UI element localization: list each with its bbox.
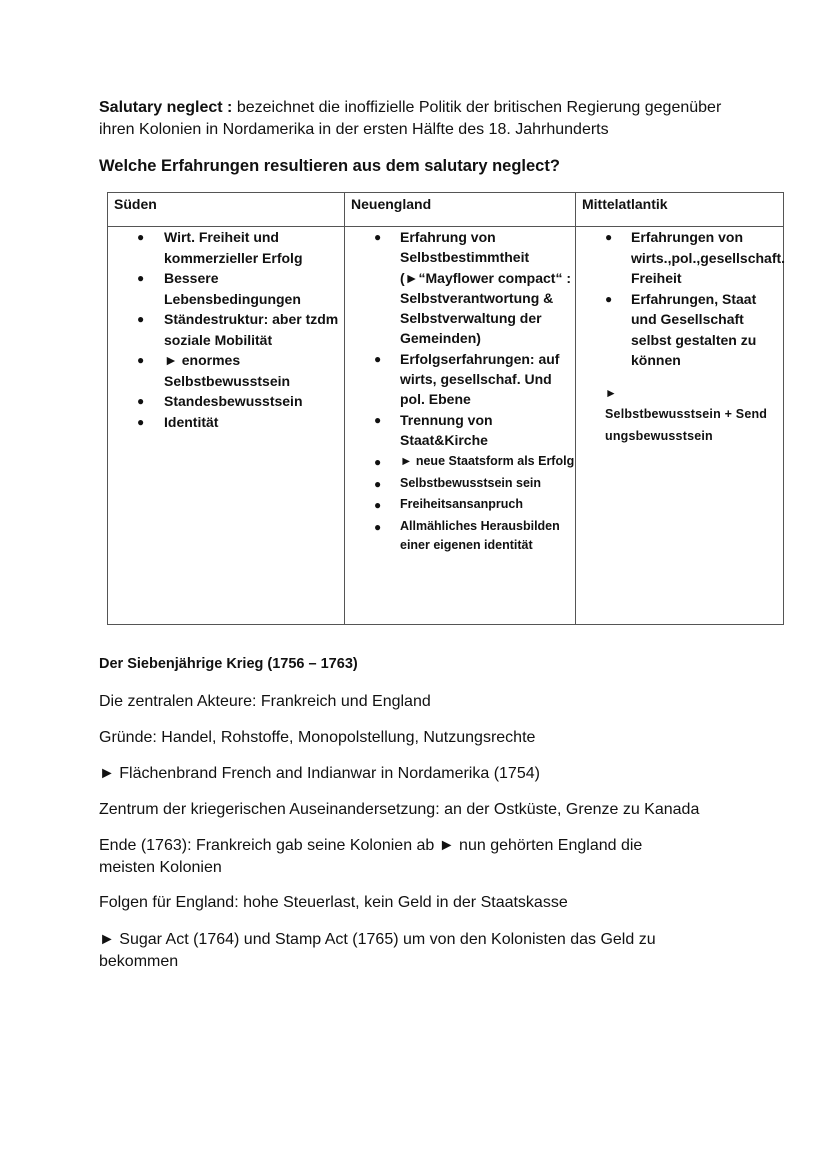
list-item: ● Erfahrungen von wirts.,pol.,gesellschaft. Freiheit bbox=[605, 229, 786, 286]
bullet-icon: ● bbox=[374, 351, 382, 366]
mittelatlantik-conclusion bbox=[576, 371, 783, 447]
list-item: ● Selbstbewusstsein sein bbox=[345, 474, 575, 494]
experience-table bbox=[107, 192, 784, 625]
intro-term: Salutary neglect : bbox=[99, 99, 233, 116]
bullet-icon: ● bbox=[374, 230, 382, 244]
table-body-row bbox=[108, 227, 784, 625]
list-item: ● Erfolgserfahrungen: auf wirts, gesellschaf. Und pol. Ebene bbox=[374, 350, 560, 408]
list-item: ● Standesbewusstsein bbox=[137, 393, 303, 409]
list-item: ● Erfahrung von Selbstbestimmtheit (►“Mayflower compact“ : Selbstverantwortung & Selbstverwaltung der Gemeinden) bbox=[374, 229, 571, 347]
arrow-icon: ► bbox=[605, 385, 618, 400]
list-item: ● Wirt. Freiheit und kommerzieller Erfolg bbox=[137, 229, 303, 266]
paragraph: ► Flächenbrand French and Indianwar in Nordamerika (1754) bbox=[99, 765, 540, 782]
bullet-icon: ● bbox=[137, 230, 145, 244]
list-item: ● Identität bbox=[137, 413, 219, 430]
list-item: ● Freiheitsansanpruch bbox=[345, 495, 575, 515]
header-neuengland: Neuengland bbox=[345, 193, 576, 227]
paragraph: Folgen für England: hohe Steuerlast, kein Geld in der Staatskasse bbox=[99, 894, 568, 911]
list-item: ● ► neue Staatsform als Erfolg bbox=[345, 452, 575, 472]
header-sueden: Süden bbox=[108, 193, 345, 227]
bullet-icon: ● bbox=[137, 271, 145, 285]
bullet-icon: ● bbox=[137, 312, 145, 326]
bullet-icon: ● bbox=[137, 414, 145, 429]
list-item: ● Erfahrungen, Staat und Gesellschaft selbst gestalten zu können bbox=[605, 290, 757, 368]
bullet-icon: ● bbox=[605, 291, 613, 306]
list-neuengland bbox=[345, 227, 575, 556]
list-item: ● Ständestruktur: aber tzdm soziale Mobilität bbox=[137, 311, 339, 348]
list-item: ● ► enormes Selbstbewusstsein bbox=[137, 352, 291, 389]
list-item: ● Allmähliches Herausbilden einer eigenen identität bbox=[374, 518, 560, 553]
paragraph: Die zentralen Akteure: Frankreich und England bbox=[99, 693, 431, 710]
bullet-icon: ● bbox=[374, 498, 382, 513]
list-item: ● Trennung von Staat&Kirche bbox=[374, 411, 493, 448]
paragraph: Zentrum der kriegerischen Auseinandersetzung: an der Ostküste, Grenze zu Kanada bbox=[99, 801, 700, 818]
section-title: Der Siebenjährige Krieg (1756 – 1763) bbox=[99, 656, 358, 672]
conclusion-text: Selbstbewusstsein + Sendungsbewusstsein bbox=[605, 406, 768, 443]
intro-definition: bezeichnet die inoffizielle Politik der britischen Regierung gegenüber ihren Kolonien in Nordamerika in der ersten Hälfte des 18. Jahrhunderts bbox=[99, 99, 722, 138]
bullet-icon: ● bbox=[374, 412, 382, 427]
cell-sueden bbox=[108, 227, 345, 625]
list-item: ● Bessere Lebensbedingungen bbox=[137, 270, 301, 307]
bullet-icon: ● bbox=[374, 476, 382, 491]
paragraph: Ende (1763): Frankreich gab seine Kolonien ab ► nun gehörten England die meisten Kolonien bbox=[99, 837, 643, 876]
bullet-icon: ● bbox=[374, 455, 382, 470]
paragraph: Gründe: Handel, Rohstoffe, Monopolstellung, Nutzungsrechte bbox=[99, 729, 536, 746]
cell-mittelatlantik bbox=[576, 227, 784, 625]
question-heading: Welche Erfahrungen resultieren aus dem salutary neglect? bbox=[99, 157, 560, 175]
table-header-row bbox=[108, 193, 784, 227]
header-mittelatlantik: Mittelatlantik bbox=[576, 193, 784, 227]
bullet-icon: ● bbox=[374, 519, 382, 534]
intro-paragraph bbox=[99, 97, 739, 141]
bullet-icon: ● bbox=[137, 353, 145, 367]
paragraph: ► Sugar Act (1764) und Stamp Act (1765) um von den Kolonisten das Geld zu bekommen bbox=[99, 931, 656, 970]
list-mittelatlantik bbox=[576, 227, 786, 371]
list-sueden bbox=[108, 227, 344, 432]
bullet-icon: ● bbox=[605, 230, 613, 244]
cell-neuengland bbox=[345, 227, 576, 625]
bullet-icon: ● bbox=[137, 394, 145, 408]
